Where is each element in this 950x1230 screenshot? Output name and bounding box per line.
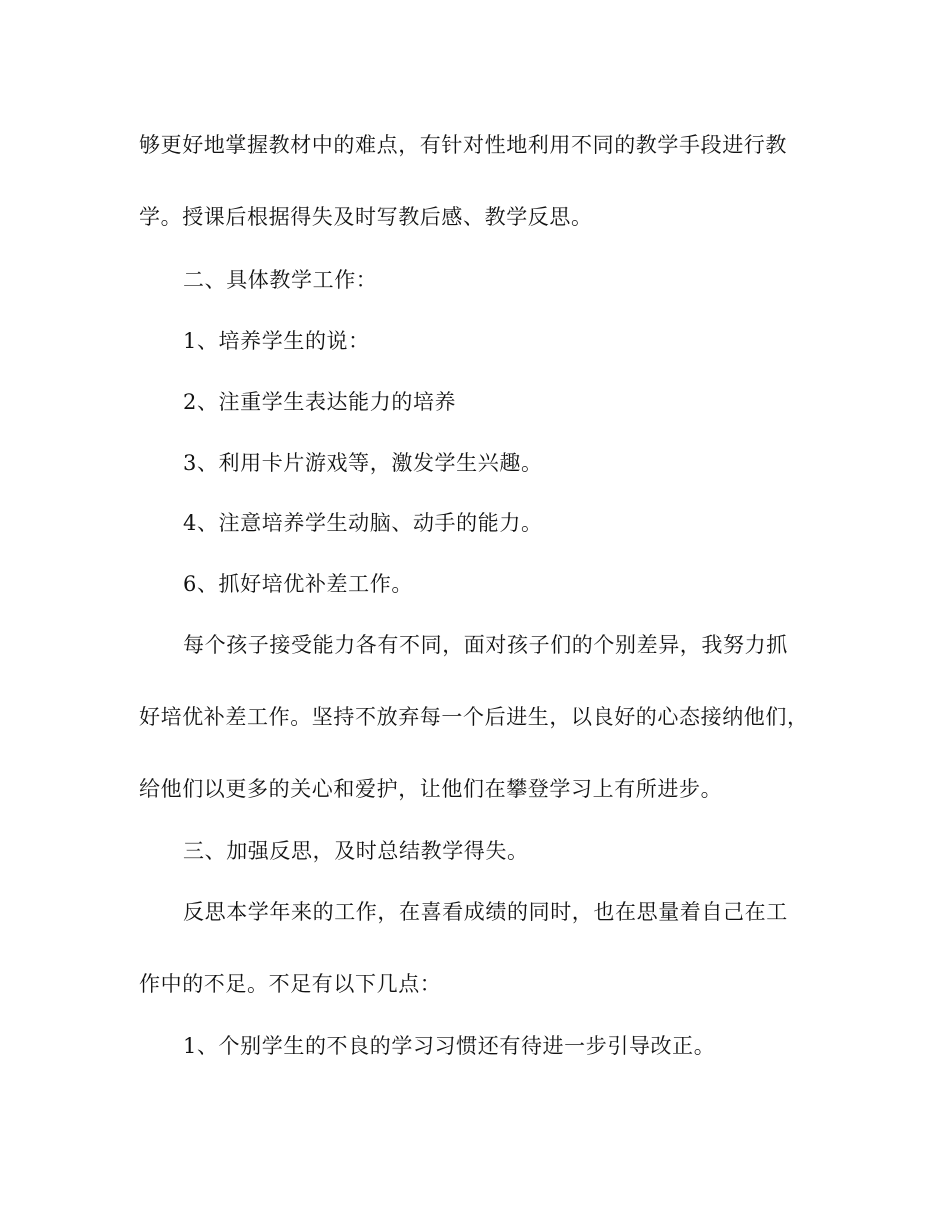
section-heading: 二、具体教学工作： [183,268,378,292]
paragraph-line: 够更好地掌握教材中的难点，有针对性地利用不同的教学手段进行教 [139,133,787,157]
list-item: 2、注重学生表达能力的培养 [183,390,457,414]
section-heading: 三、加强反思，及时总结教学得失。 [183,839,529,863]
paragraph-line: 好培优补差工作。坚持不放弃每一个后进生，以良好的心态接纳他们， [139,705,809,729]
list-item: 1、个别学生的不良的学习习惯还有待进一步引导改正。 [183,1034,716,1058]
paragraph-line: 作中的不足。不足有以下几点： [139,972,442,996]
list-item: 3、利用卡片游戏等，激发学生兴趣。 [183,451,543,475]
list-item: 4、注意培养学生动脑、动手的能力。 [183,511,543,535]
list-item: 1、培养学生的说： [183,329,370,353]
paragraph-line: 反思本学年来的工作，在喜看成绩的同时，也在思量着自己在工 [183,900,788,924]
list-item: 6、抓好培优补差工作。 [183,572,413,596]
paragraph-line: 学。授课后根据得失及时写教后感、教学反思。 [139,205,593,229]
paragraph-line: 给他们以更多的关心和爱护，让他们在攀登学习上有所进步。 [139,777,723,801]
paragraph-line: 每个孩子接受能力各有不同，面对孩子们的个别差异，我努力抓 [183,633,788,657]
